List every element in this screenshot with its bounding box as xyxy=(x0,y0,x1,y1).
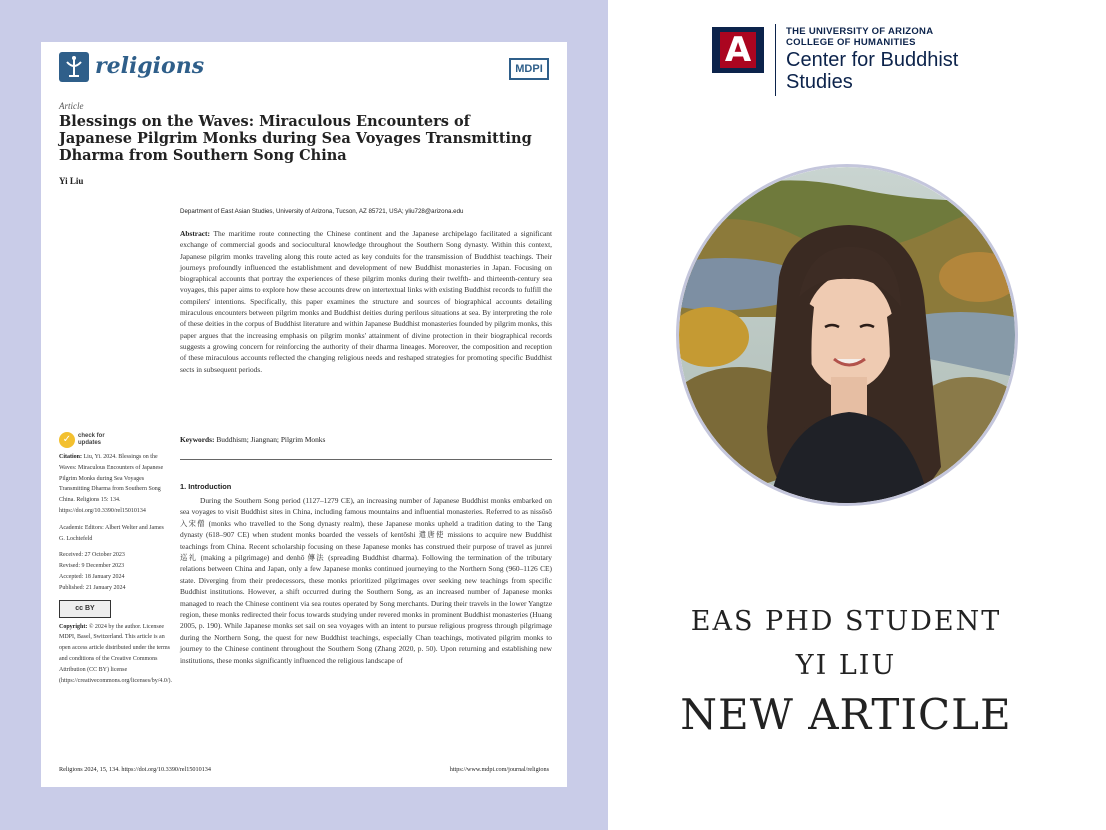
footer-citation: Religions 2024, 15, 134. https://doi.org/10.3390/rel15010134 xyxy=(59,766,211,773)
date-revised: Revised: 9 December 2023 xyxy=(59,563,125,570)
cc-license-icon[interactable]: cc BY xyxy=(59,600,111,618)
copyright xyxy=(59,622,171,687)
dates xyxy=(59,550,171,593)
announcement-headline: NEW ARTICLE xyxy=(680,690,1012,739)
date-accepted: Accepted: 18 January 2024 xyxy=(59,573,125,580)
check-icon: ✓ xyxy=(59,432,75,448)
announcement-name: YI LIU xyxy=(795,650,897,681)
check-line-2: updates xyxy=(78,440,102,446)
logo-letter: A xyxy=(724,30,752,70)
citation xyxy=(59,452,171,517)
portrait-photo xyxy=(676,164,1018,506)
copyright-label: Copyright: xyxy=(59,623,88,630)
article-sidebar xyxy=(59,452,171,692)
journal-header xyxy=(59,52,549,88)
journal-name: religions xyxy=(95,53,205,79)
affiliation: Department of East Asian Studies, University of Arizona, Tucson, AZ 85721, USA; yliu728@arizona.edu xyxy=(180,208,464,215)
check-line-1: check for xyxy=(78,433,105,439)
abstract-label: Abstract: xyxy=(180,229,210,238)
university-logo-icon xyxy=(712,27,764,77)
article-type: Article xyxy=(59,101,84,111)
copyright-text: © 2024 by the author. Licensee MDPI, Basel, Switzerland. This article is an open access article distributed under the terms and conditions of the Creative Commons Attribution (CC BY) license (https://creativecommons.org/licenses/by/4.0/). xyxy=(59,623,173,684)
college-name: COLLEGE OF HUMANITIES xyxy=(786,37,916,48)
date-published: Published: 21 January 2024 xyxy=(59,584,126,591)
citation-label: Citation: xyxy=(59,454,82,460)
article-author: Yi Liu xyxy=(59,176,84,186)
keywords-label: Keywords: xyxy=(180,435,215,444)
citation-text: Liu, Yi. 2024. Blessings on the Waves: Miraculous Encounters of Japanese Pilgrim Monks during Sea Voyages Transmitting Dharma from Southern Song China. Religions 15: 134. https://doi.org/10.3390/rel15010134 xyxy=(59,454,164,514)
keywords xyxy=(180,435,552,444)
footer-url[interactable]: https://www.mdpi.com/journal/religions xyxy=(449,766,549,773)
university-name: THE UNIVERSITY OF ARIZONA xyxy=(786,26,934,37)
publisher-logo: MDPI xyxy=(509,58,549,80)
introduction-text: During the Southern Song period (1127–1279 CE), an increasing number of Japanese Buddhist monks embarked on sea voyages to visit Buddhist sites in China, including famous mountains and influential monasteries. Referred to as nissōsō 入宋僧 (monks who travelled to the Song dynasty realm), these Japanese monks upheld a tradition dating to the Tang dynasty (618–907 CE) when student monks boarded the vessels of kentōshi 遣唐使 missions to acquire new Buddhist teachings from China. Recent scholarship focusing on these Japanese monks has construed their purpose of travel as junrei 巡礼 (making a pilgrimage) and denhō 傳法 (spreading Buddhist dharma). Following the termination of the tributary relations between China and Japan, only a few Japanese monks continued journeying to the Northern Song (960–1126 CE) state. Diverging from their predecessors, these monks prioritized pilgrimages over seeking new teachings from specific Buddhist institutions. However, a shift occurred during the Southern Song, as an increased number of Japanese monks managed to reach the Chinese continent via sea routes operated by Song merchants. During their travels in the lower Yangtze region, these monks redirected their focus towards studying under revered monks in prominent Buddhist monasteries (Huang 2005, p. 190). While Japanese monks set sail on sea voyages with an intent to pursue religious progress through pilgrimage during the Northern Song, the quest for new Buddhist teachings, especially Chan teachings, motivated pilgrim monks to journey to the Chinese continent throughout the Southern Song (Zhang 2020, p. 50). Upon returning and establishing new institutions, these monks significantly influenced the religious landscape of xyxy=(180,496,552,665)
abstract xyxy=(180,228,552,375)
article-page xyxy=(41,42,567,787)
keywords-text: Buddhism; Jiangnan; Pilgrim Monks xyxy=(216,435,326,444)
announcement-title: EAS PHD STUDENT xyxy=(690,606,1002,637)
check-for-updates[interactable] xyxy=(59,432,139,450)
date-received: Received: 27 October 2023 xyxy=(59,552,125,559)
academic-editors: Academic Editors: Albert Welter and James G. Lochtefeld xyxy=(59,524,164,542)
journal-logo-icon xyxy=(59,52,89,82)
portrait-image xyxy=(679,167,1015,503)
logo-divider xyxy=(775,24,776,96)
center-name: Center for Buddhist Studies xyxy=(786,49,959,93)
divider xyxy=(180,459,552,460)
section-heading: 1. Introduction xyxy=(180,482,232,491)
article-title: Blessings on the Waves: Miraculous Encounters of Japanese Pilgrim Monks during Sea Voyages Transmitting Dharma from Southern Song China xyxy=(59,113,532,164)
abstract-text: The maritime route connecting the Chinese continent and the Japanese archipelago facilitated a significant exchange of commercial goods and sociocultural knowledge throughout the Southern Song dynasty. Within this context, Japanese pilgrim monks traveling along this route acted as key conduits for the transmission of Buddhist teachings. Their journeys profoundly influenced the establishment and development of new Buddhist monasteries in Japan. Focusing on biographical accounts that portray the experiences of these pilgrim monks during their twelfth- and thirteenth-century sea voyages, this paper aims to explore how these accounts drew on intertextual links with existing Buddhist records to fulfill the compilers' intentions. Specifically, this paper examines the structure and sources of biographical accounts detailing miraculous encounters between pilgrim monks and Buddhist deities during perilous situations at sea. By interpreting the role of these deities in the corpus of Buddhist literature and within Japanese Buddhist monasteries founded by pilgrim monks, this paper argues that the increasing emphasis on pilgrim monks' attainment of divine protection in their biographical records suggests a growing concern for reinforcing the authority of their dharma lineages. Moreover, the composition and reception of these miraculous accounts reflected the changing religious needs and reshaped strategies for promoting specific Buddhist sects in subsequent periods. xyxy=(180,229,552,374)
